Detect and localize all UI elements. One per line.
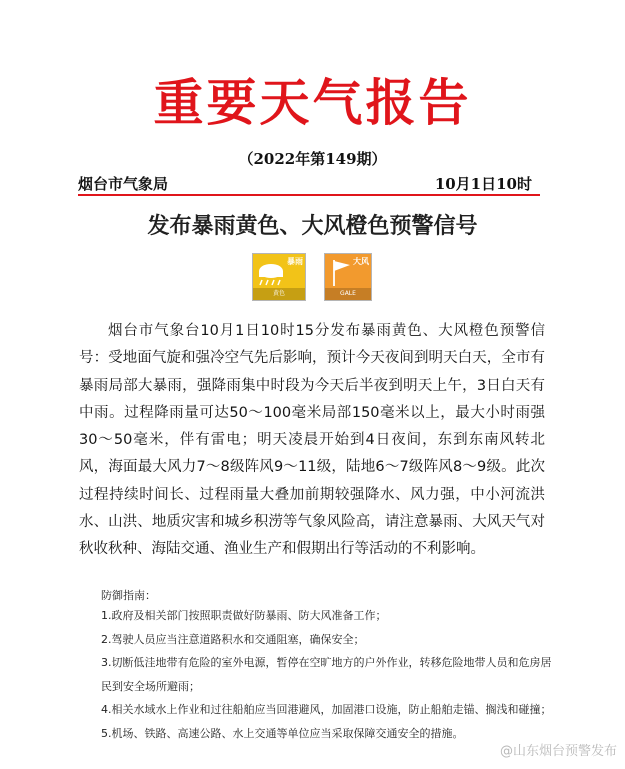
report-title: 重要天气报告 [153,73,472,132]
wind-foot-label: GALE [325,288,371,300]
issuer: 烟台市气象局 [78,175,169,193]
gale-orange-warning-icon [324,253,372,301]
guide-item: 2.驾驶人员应当注意道路积水和交通阻塞，确保安全； [101,632,365,646]
guide-item: 5.机场、铁路、高速公路、水上交通等单位应当采取保障交通安全的措施。 [101,726,464,740]
issue-datetime: 10月1日10时 [434,175,532,193]
meta-row [78,173,532,194]
guide-item: 4.相关水域水上作业和过往船舶应当回港避风，加固港口设施，防止船舶走锚、搁浅和碰撞； [101,703,552,716]
guide-item: 3.切断低洼地带有危险的室外电源，暂停在空旷地方的户外作业，转移危险地带人员和危房居民到安全场所避雨； [101,656,552,693]
rainstorm-yellow-warning-icon [252,253,306,301]
warning-icons [252,253,372,301]
report-body: 烟台市气象台10月1日10时15分发布暴雨黄色、大风橙色预警信号：受地面气旋和强冷空气先后影响，预计今天夜间到明天白天，全市有暴雨局部大暴雨，强降雨集中时段为今天后半夜到明天上午，3日白天有中雨。过程降雨量可达50～100毫米局部150毫米以上，最大小时雨强30～50毫米，伴有雷电；明天凌晨开始到4日夜间，东到东南风转北风，海面最大风力7～8级阵风9～11级，陆地6～7级阵风8～9级。此次过程持续时间长、过程雨量大叠加前期较强降水、风力强，中小河流洪水、山洪、地质灾害和城乡积涝等气象风险高，请注意暴雨、大风天气对秋收秋种、海陆交通、渔业生产和假期出行等活动的不利影响。 [79,323,545,558]
issue-number: （2022年第149期） [238,150,387,168]
watermark: @山东烟台预警发布 [499,744,617,759]
guide-title: 防御指南： [101,589,156,602]
red-divider [78,194,540,196]
guide-list [101,604,561,745]
rain-cap-label: 暴雨 [287,257,303,266]
guide-item: 1.政府及相关部门按照职责做好防暴雨、防大风准备工作； [101,609,387,622]
headline: 发布暴雨黄色、大风橙色预警信号 [147,213,478,239]
rain-foot-label: 黄色 [253,288,305,300]
wind-cap-label: 大风 [353,257,369,266]
